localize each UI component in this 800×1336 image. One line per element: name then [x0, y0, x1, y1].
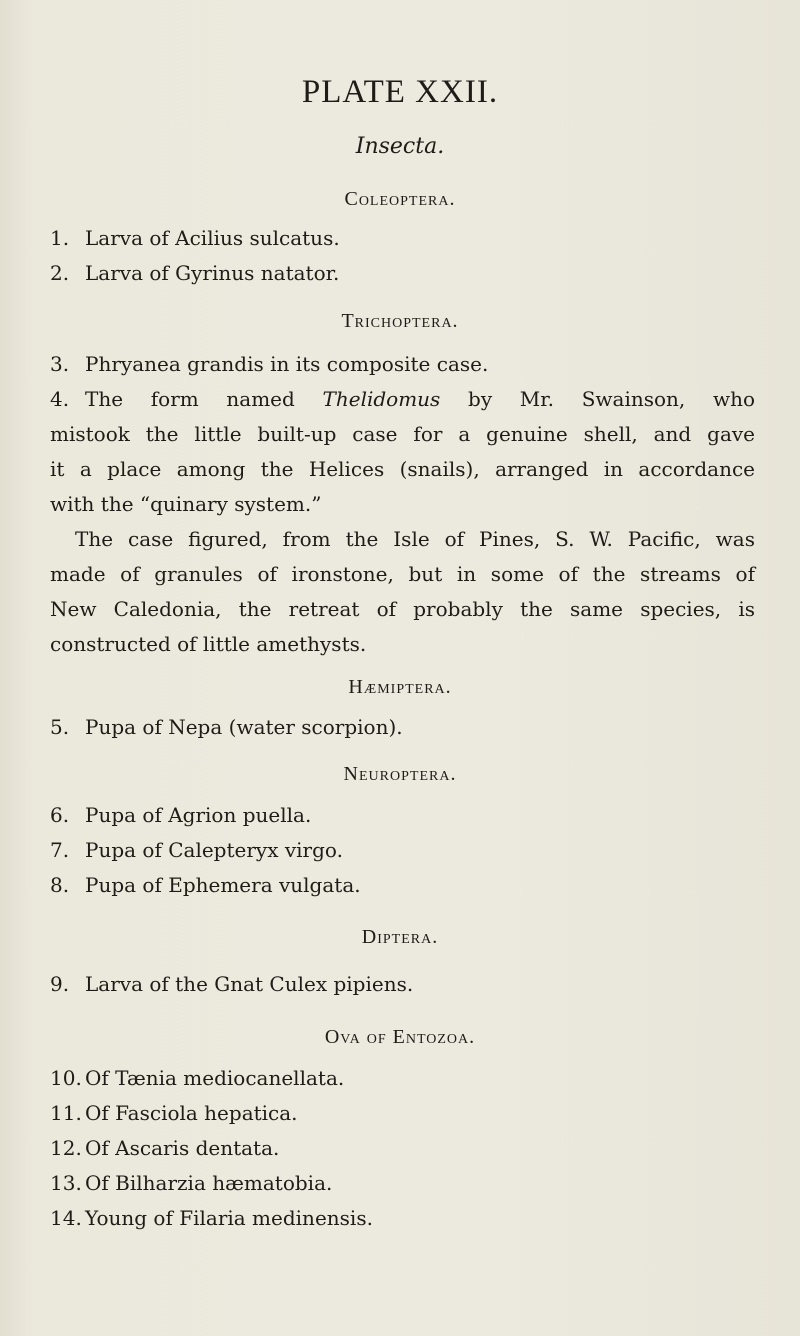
item-text: Larva of Acilius sulcatus. — [85, 226, 340, 250]
list-item — [50, 972, 413, 996]
item-number: 11. — [50, 1101, 82, 1125]
section-heading-haemiptera: Hæmiptera. — [348, 676, 452, 698]
item-number: 4. — [50, 387, 70, 411]
plate-title: PLATE XXII. — [301, 74, 499, 110]
item-text: Larva of Gyrinus natator. — [85, 261, 340, 285]
list-item — [50, 873, 361, 897]
class-title: Insecta. — [355, 134, 445, 159]
item-number: 8. — [50, 873, 70, 897]
item-text: Phryanea grandis in its composite case. — [85, 352, 489, 376]
list-item — [50, 838, 343, 862]
item-text: Pupa of Agrion puella. — [85, 803, 312, 827]
paragraph-line — [50, 387, 755, 411]
item-text: Pupa of Nepa (water scorpion). — [85, 715, 403, 739]
item-text: Of Fasciola hepatica. — [85, 1101, 298, 1125]
item-text: by Mr. Swainson, who — [440, 387, 755, 411]
item-text: Of Ascaris dentata. — [85, 1136, 280, 1160]
note-line: constructed of little amethysts. — [50, 632, 367, 656]
list-item — [50, 226, 340, 250]
item-number: 12. — [50, 1136, 82, 1160]
list-item — [50, 715, 403, 739]
item-number: 14. — [50, 1206, 82, 1230]
item-text: The form named — [85, 387, 323, 411]
item-text: Pupa of Calepteryx virgo. — [85, 838, 343, 862]
list-item — [50, 1136, 279, 1160]
note-line: New Caledonia, the retreat of probably the same species, is — [50, 597, 755, 621]
genus-name: Thelidomus — [322, 387, 441, 411]
item-number: 10. — [50, 1066, 82, 1090]
section-heading-coleoptera: Coleoptera. — [344, 188, 456, 210]
list-item — [50, 352, 488, 376]
list-item — [50, 803, 311, 827]
list-item — [50, 1101, 298, 1125]
item-number: 1. — [50, 226, 70, 250]
item-number: 5. — [50, 715, 70, 739]
section-heading-trichoptera: Trichoptera. — [341, 310, 459, 332]
list-item — [50, 1066, 344, 1090]
note-line: made of granules of ironstone, but in some of the streams of — [50, 562, 755, 586]
paragraph-line: mistook the little built-up case for a genuine shell, and gave — [50, 422, 755, 446]
list-item — [50, 1206, 373, 1230]
section-heading-diptera: Diptera. — [361, 926, 439, 948]
item-number: 7. — [50, 838, 70, 862]
item-number: 6. — [50, 803, 70, 827]
section-heading-entozoa: Ova of Entozoa. — [324, 1026, 476, 1048]
item-text: Larva of the Gnat Culex pipiens. — [85, 972, 414, 996]
item-number: 2. — [50, 261, 70, 285]
item-number: 3. — [50, 352, 70, 376]
item-text: Young of Filaria medinensis. — [85, 1206, 373, 1230]
item-text: Pupa of Ephemera vulgata. — [85, 873, 361, 897]
paragraph-line: it a place among the Helices (snails), arranged in accordance — [50, 457, 755, 481]
list-item — [50, 1171, 332, 1195]
item-text: Of Tænia mediocanellata. — [85, 1066, 345, 1090]
section-heading-neuroptera: Neuroptera. — [343, 763, 457, 785]
list-item — [50, 261, 339, 285]
note-line: The case figured, from the Isle of Pines, S. W. Pacific, was — [75, 527, 755, 551]
item-number: 13. — [50, 1171, 82, 1195]
paragraph-line: with the “quinary system.” — [50, 492, 322, 516]
item-number: 9. — [50, 972, 70, 996]
item-text: Of Bilharzia hæmatobia. — [85, 1171, 333, 1195]
